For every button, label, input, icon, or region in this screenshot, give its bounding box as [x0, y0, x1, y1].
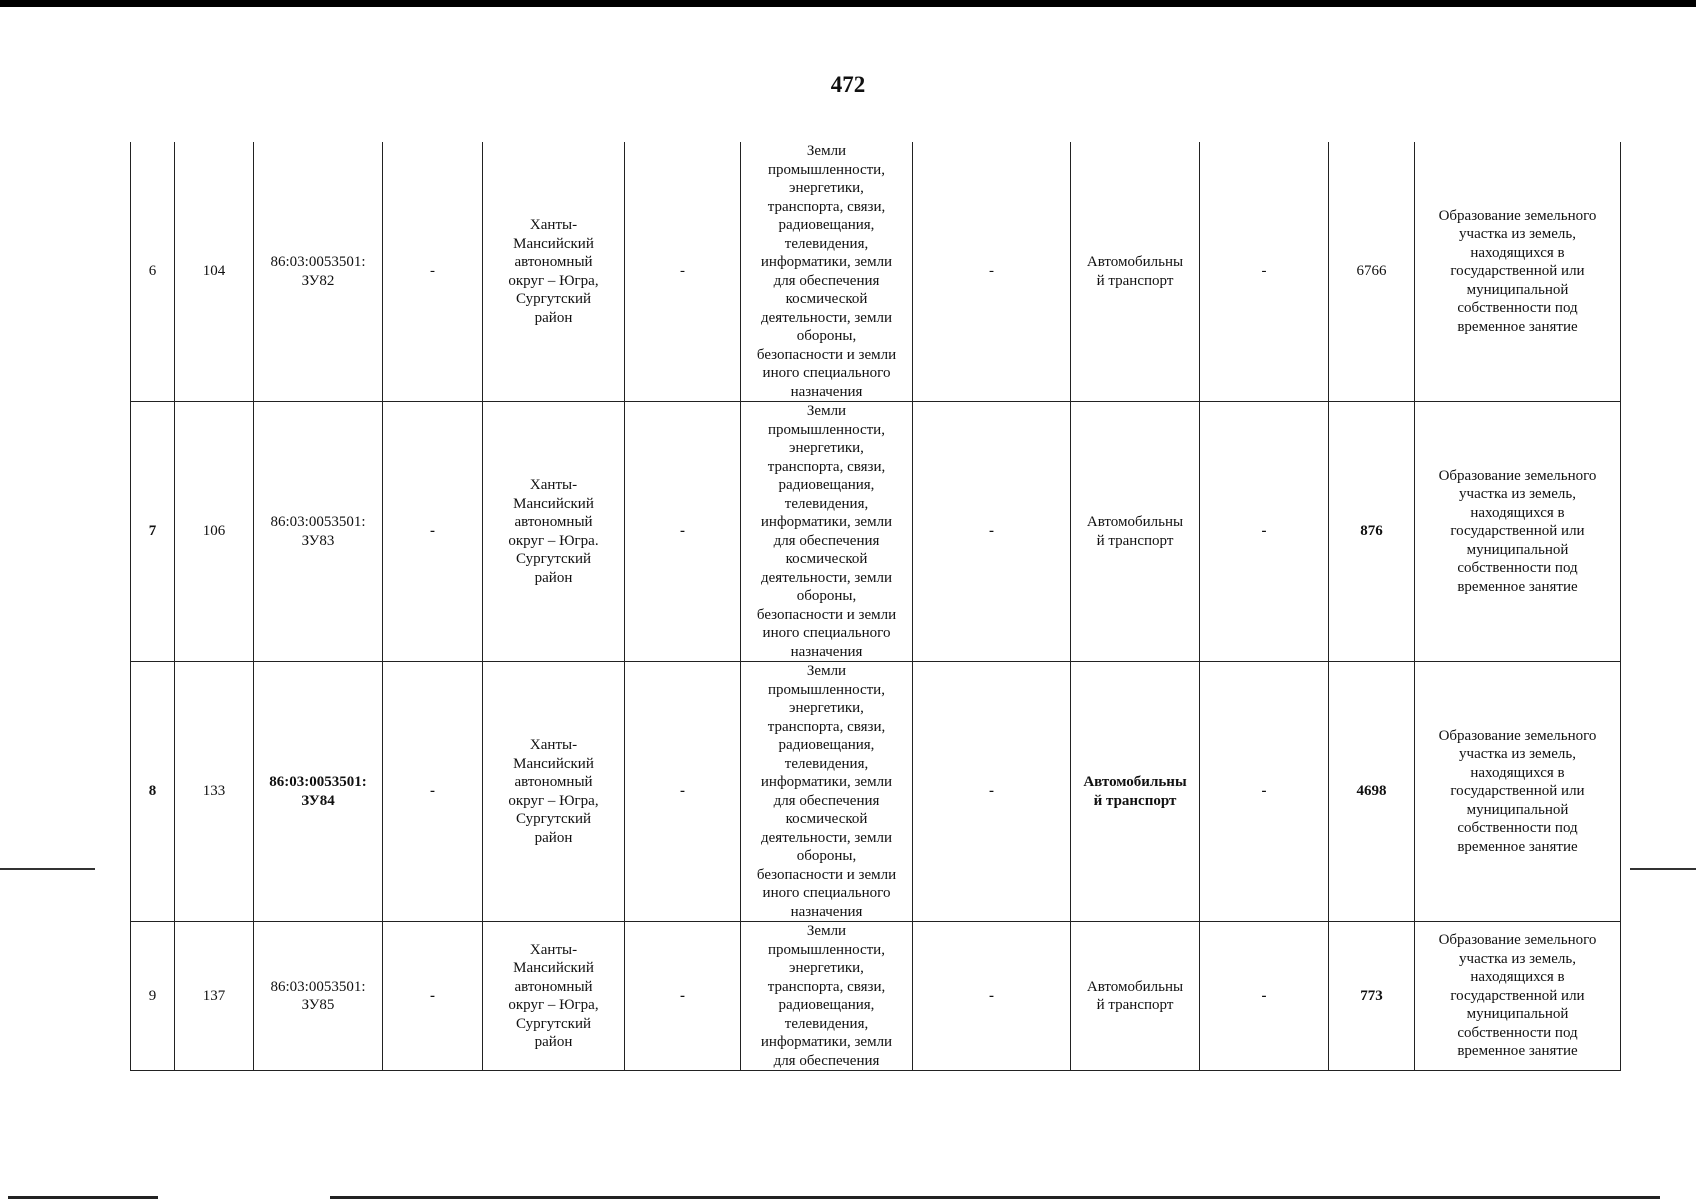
area-cell: 6766: [1329, 142, 1415, 402]
empty-cell: -: [1200, 922, 1329, 1071]
table-row: [131, 402, 1621, 662]
empty-cell: -: [1200, 402, 1329, 662]
plot-number: 104: [175, 142, 254, 402]
permitted-use-cell: Автомобильны й транспорт: [1071, 922, 1200, 1071]
empty-cell: -: [913, 922, 1071, 1071]
row-number: 8: [131, 662, 175, 922]
row-number: 9: [131, 922, 175, 1071]
land-category-cell: Земли промышленности, энергетики, транспорта, связи, радиовещания, телевидения, информатики, земли для обеспечения: [741, 922, 913, 1071]
scan-top-border: [0, 0, 1696, 7]
land-category-cell: Земли промышленности, энергетики, транспорта, связи, радиовещания, телевидения, информатики, земли для обеспечения космической деятельности, земли обороны, безопасности и земли иного специального назначения: [741, 662, 913, 922]
table-row: [131, 662, 1621, 922]
location-cell: Ханты- Мансийский автономный округ – Югра, Сургутский район: [483, 922, 625, 1071]
formation-method-cell: Образование земельного участка из земель, находящихся в государственной или муниципальной собственности под временное занятие: [1415, 142, 1621, 402]
empty-cell: -: [383, 662, 483, 922]
formation-method-cell: Образование земельного участка из земель, находящихся в государственной или муниципальной собственности под временное занятие: [1415, 402, 1621, 662]
scan-bottom-edge-left: [8, 1196, 158, 1199]
row-number: 7: [131, 402, 175, 662]
cadastral-number: 86:03:0053501: ЗУ83: [254, 402, 383, 662]
formation-method-cell: Образование земельного участка из земель, находящихся в государственной или муниципальной собственности под временное занятие: [1415, 922, 1621, 1071]
empty-cell: -: [625, 402, 741, 662]
land-plots-table: [130, 142, 1621, 1071]
location-cell: Ханты- Мансийский автономный округ – Югра, Сургутский район: [483, 662, 625, 922]
permitted-use-cell: Автомобильны й транспорт: [1071, 142, 1200, 402]
plot-number: 106: [175, 402, 254, 662]
cadastral-number: 86:03:0053501: ЗУ84: [254, 662, 383, 922]
empty-cell: -: [625, 662, 741, 922]
empty-cell: -: [913, 662, 1071, 922]
empty-cell: -: [913, 402, 1071, 662]
empty-cell: -: [383, 142, 483, 402]
formation-method-cell: Образование земельного участка из земель, находящихся в государственной или муниципальной собственности под временное занятие: [1415, 662, 1621, 922]
table-row: [131, 142, 1621, 402]
empty-cell: -: [1200, 662, 1329, 922]
page-fold-line-right: [1630, 868, 1696, 870]
empty-cell: -: [1200, 142, 1329, 402]
cadastral-number: 86:03:0053501: ЗУ85: [254, 922, 383, 1071]
page-fold-line-left: [0, 868, 95, 870]
area-cell: 773: [1329, 922, 1415, 1071]
empty-cell: -: [383, 402, 483, 662]
empty-cell: -: [625, 142, 741, 402]
permitted-use-cell: Автомобильны й транспорт: [1071, 662, 1200, 922]
empty-cell: -: [913, 142, 1071, 402]
table-row: [131, 922, 1621, 1071]
plot-number: 133: [175, 662, 254, 922]
permitted-use-cell: Автомобильны й транспорт: [1071, 402, 1200, 662]
row-number: 6: [131, 142, 175, 402]
area-cell: 4698: [1329, 662, 1415, 922]
area-cell: 876: [1329, 402, 1415, 662]
land-category-cell: Земли промышленности, энергетики, транспорта, связи, радиовещания, телевидения, информатики, земли для обеспечения космической деятельности, земли обороны, безопасности и земли иного специального назначения: [741, 142, 913, 402]
location-cell: Ханты- Мансийский автономный округ – Югра. Сургутский район: [483, 402, 625, 662]
cadastral-number: 86:03:0053501: ЗУ82: [254, 142, 383, 402]
plot-number: 137: [175, 922, 254, 1071]
location-cell: Ханты- Мансийский автономный округ – Югра, Сургутский район: [483, 142, 625, 402]
empty-cell: -: [625, 922, 741, 1071]
scan-bottom-edge-right: [330, 1196, 1660, 1199]
page-number: 472: [830, 72, 866, 97]
empty-cell: -: [383, 922, 483, 1071]
land-category-cell: Земли промышленности, энергетики, транспорта, связи, радиовещания, телевидения, информатики, земли для обеспечения космической деятельности, земли обороны, безопасности и земли иного специального назначения: [741, 402, 913, 662]
